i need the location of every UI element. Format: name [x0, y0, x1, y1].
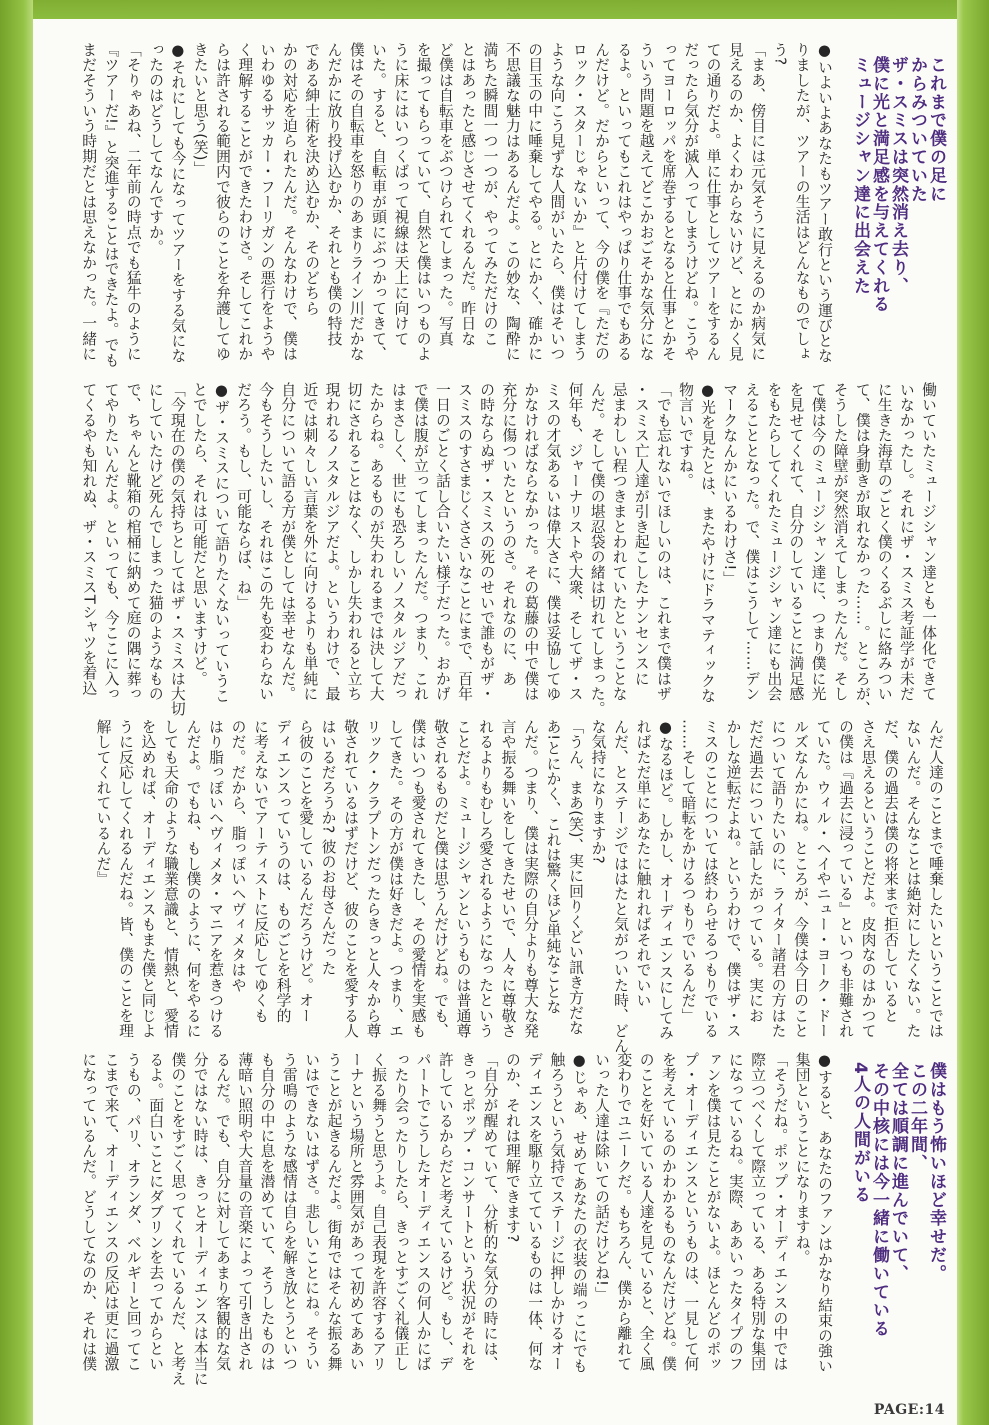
text-column: 「自分が醒めていて、分析的な気分の時には、: [481, 1052, 499, 1372]
text-column: はり脂っぽいヘヴィメタ・マニアを惹きつける: [207, 719, 224, 1039]
text-column: ミスのことについては終わらせるつもりでいる: [702, 719, 719, 1039]
text-column: ってヨーロッパを席巻するとなると仕事とかそ: [659, 42, 677, 362]
text-column: だろう。もし、可能ならば、ね」: [235, 382, 253, 610]
text-column: 薄暗い照明や大音量の音楽によって引き出され: [236, 1052, 254, 1372]
text-column: んだよ。でもね、もし僕のように、何をやるに: [184, 719, 202, 1039]
text-column: 働いていたミュージシャン達とも一体化できて: [920, 382, 937, 702]
text-column: ルズなんかにね。ところが、今僕は今日のこと: [792, 719, 809, 1039]
text-column: 不思議な魅力はあるんだよ。この妙な、陶酔に: [503, 42, 521, 362]
text-column: しても天命のような職業意識と、情熱と、愛情: [162, 719, 179, 1039]
text-column: にしていたけど死んでしまった猫のようなもの: [146, 382, 164, 702]
text-column: をもたらしてくれたミュージシャン達にも出会: [765, 382, 783, 702]
text-column: 「まあ、傍目には元気そうに見えるのか病気に: [749, 42, 767, 362]
text-column: ディエンスを駆り立てているものは一体、何な: [526, 1052, 544, 1372]
text-column: く振る舞うと思うよ。自己表現を許容するアリ: [370, 1052, 388, 1372]
text-column: ーナという場所と雰囲気があって初めてああい: [347, 1052, 365, 1372]
article-text-tier4: [77, 1052, 835, 1388]
text-column: も自分の中に息を潜めていて、そうしたものは: [258, 1052, 276, 1372]
text-column: な気持になりますか?: [589, 719, 607, 865]
text-column: きっとポップ・コンサートという状況がそれを: [459, 1052, 477, 1372]
headline-tier4: [850, 1062, 945, 1352]
text-column: 僕はその自転車を怒りのあまりライン川だかな: [347, 42, 365, 362]
headline-line: その中核には今一緒に働いている: [869, 1062, 889, 1338]
text-column: を考えているのかわかるものなんだけどね。僕: [659, 1052, 677, 1372]
text-column: 今もそうしたいし、それはこの先も変わらない: [257, 382, 275, 702]
text-column: のことを好いている人達を見ていると、全く風: [637, 1052, 655, 1372]
headline-line: ミュージシャン達に出会えた: [850, 56, 870, 296]
text-column: 「今現在の僕の気持ちとしてはザ・スミスは大切: [168, 382, 186, 717]
text-column: ●いよいよあなたもツアー敢行という運びとな: [816, 42, 833, 364]
page-number: PAGE:14: [873, 1402, 945, 1418]
text-column: いった人達は除いての話だけどね!」: [593, 1052, 611, 1302]
text-column: 際立つべくして際立っている、ある特別な集団: [749, 1052, 767, 1372]
text-column: の僕は『過去に浸っている』といつも非難され: [837, 719, 854, 1039]
text-column: になっているんだ。どうしてなのか、それは僕: [80, 1052, 98, 1372]
text-column: で、ちゃんと靴箱の棺桶に納めて庭の隅に葬っ: [124, 382, 142, 702]
headline-line: からみついていた: [907, 56, 927, 204]
text-column: のだ。だから、脂っぽいヘヴィメタはや: [229, 719, 247, 993]
text-column: を見せてくれて、自分のしていることに満足感: [787, 382, 805, 702]
headline-line: 全ては順調に進んでいて、: [888, 1062, 908, 1283]
text-column: について語りたいのに、ライター諸君の方はた: [769, 719, 787, 1039]
text-column: 何年も、ジャーナリストや大衆、そしてザ・ス: [566, 382, 584, 702]
text-column: ディエンスっていうのは、ものごとを科学的: [274, 719, 292, 1023]
green-frame-top: [0, 0, 989, 19]
text-column: はまさしく、世にも恐ろしいノスタルジアだっ: [389, 382, 407, 702]
text-column: だ、僕の過去は僕の将来まで拒否していると: [882, 719, 899, 1023]
text-column: えることとなった。で、僕はこうして……デン: [743, 382, 761, 702]
text-column: 充分に傷ついたというのさ。それなのに、あ: [500, 382, 518, 686]
text-column: 満ちた瞬間一つ一つが、やってみただけのこ: [481, 42, 499, 346]
article-text-tier2: [77, 382, 939, 718]
text-column: れるよりもむしろ愛されるようになったという: [477, 719, 494, 1039]
text-column: いなかったし。それにザ・スミス考証学が未だ: [897, 382, 915, 702]
text-column: で僕は腹が立ってしまったんだ。つまり、これ: [411, 382, 429, 702]
text-column: ・スミス亡人達が引き起こしたナンセンスに: [632, 382, 650, 686]
text-column: らは許される範囲内で彼らのことを弁護してゆ: [213, 42, 231, 362]
text-column: う雷鳴のような感情は自らを解き放とうといつ: [280, 1052, 298, 1372]
text-column: ど僕は自転車をぶつけられてしまった。写真: [436, 42, 454, 346]
text-column: かの対応を迫られたんだ。そんなわけで、僕は: [280, 42, 298, 362]
text-column: 『ツアーだ!』と突進することはできたよ。でも: [102, 42, 120, 368]
text-column: とでしたら、それは可能だと思いますけど。: [190, 382, 208, 686]
text-column: はいるだろうか? 彼のお母さんだった: [319, 719, 337, 976]
text-column: 一日のごとく話し合いたい様子だった。おかげ: [433, 382, 451, 702]
text-column: 物言いですね。: [676, 382, 694, 489]
text-column: ったり会ったりしたら、きっとすごく礼儀正し: [392, 1052, 410, 1372]
text-column: こまで来て、オーディエンスの反応は更に過激: [102, 1052, 120, 1372]
text-column: だったら気分が滅入ってしまうけどね。こうや: [682, 42, 700, 362]
text-column: を撮ってもらっていて、自然と僕はいつものよ: [414, 42, 432, 362]
text-column: ていた。ウィル・ヘイやニュー・ヨーク・ドー: [814, 719, 832, 1039]
text-column: に生きた海草のごとく僕のくるぶしに絡みつい: [875, 382, 893, 702]
text-column: んだけど。だからといって、今の僕を『ただの: [593, 42, 611, 362]
text-column: てくるやも知れぬ、ザ・スミスTシャツを着込: [80, 382, 98, 696]
text-column: マークなんかにいるわけさ!」: [721, 382, 739, 586]
text-column: かなければならなかった。その葛藤の中で僕は: [522, 382, 540, 702]
text-column: 僕のことをすごく思ってくれているんだ、と考え: [169, 1052, 187, 1387]
text-column: て僕は今のミュージシャン達に、つまり僕に光: [809, 382, 827, 702]
text-column: 言や振る舞いをしてきたせいで、人々に尊敬さ: [499, 719, 517, 1039]
text-column: 「でも忘れないでほしいのは、これまで僕はザ: [654, 382, 672, 702]
headline-line: 4人の人間がいる: [850, 1062, 870, 1205]
text-column: きたいと思う(笑)」: [191, 42, 209, 176]
text-column: 近では刺々しい言葉を外に向けるよりも単純に: [301, 382, 319, 702]
text-column: である紳士術を決め込むか、そのどちら: [303, 42, 321, 316]
text-column: て、僕は身動きが取れなかった……。ところが、: [853, 382, 871, 717]
text-column: ●光を見たとは、またやけにドラマティックな: [699, 382, 717, 704]
text-column: 自分について語る方が僕としては幸せなんだ。: [279, 382, 297, 702]
text-column: 見えるのか、よくわからないけど、とにかく見: [726, 42, 744, 362]
headline-line: 僕に光と満足感を与えてくれる: [869, 56, 889, 314]
text-column: いた。すると、自転車が頭にぶつかってきて、: [370, 42, 388, 362]
text-column: 集団ということになりますね。: [793, 1052, 811, 1265]
text-column: うに反応してくれるんだね。皆、僕のことを理: [117, 719, 134, 1039]
text-column: んだ。つまり、僕は実際の自分よりも尊大な発: [522, 719, 539, 1039]
text-column: 触ろうという気持でステージに押しかけるオー: [548, 1052, 566, 1372]
text-column: りましたが、ツアーの生活はどんなものでしょ: [793, 42, 811, 362]
text-column: ァンを僕は見たことがないよ。ほとんどのポッ: [704, 1052, 722, 1372]
text-column: 変わりでユニークだ。もちろん、僕から離れて: [615, 1052, 633, 1372]
text-column: 「そりゃあね、二年前の時点でも猛牛のように: [124, 42, 142, 362]
article-text-tier1: [77, 42, 835, 378]
text-column: の時ならぬザ・スミスの死のせいで誰もがザ・: [478, 382, 496, 702]
text-column: たからね。あるものが失われるまでは決して大: [367, 382, 385, 702]
headline-tier1: [850, 56, 945, 346]
text-column: るよ。といってもこれはやっぱり仕事でもある: [615, 42, 633, 362]
text-column: 僕はいつも愛されてきたし、その愛情を実感も: [409, 719, 427, 1039]
text-column: 分ではない時は、きっとオーディエンスは本当に: [191, 1052, 209, 1387]
text-column: うことが起きるんだよ。街角ではそんな振る舞: [325, 1052, 343, 1372]
text-column: スミスのすさまじくささいなことにまで、百年: [456, 382, 474, 702]
text-column: 現われるノスタルジアだよ。というわけで、最: [323, 382, 341, 702]
text-column: ったのはどうしてなんですか。: [147, 42, 165, 255]
text-column: を込めれば、オーディエンスもまた僕と同じよ: [139, 719, 157, 1039]
text-column: んだ。そして僕の堪忍袋の緒は切れてしまった。: [588, 382, 606, 717]
text-column: してきた。その方が僕は好きだよ。つまり、エ: [387, 719, 404, 1039]
text-column: ういう問題を越えてどこかおごそかな気分にな: [637, 42, 655, 362]
text-column: ないんだ。そんなことは絶対にしたくない。た: [904, 719, 922, 1039]
text-column: だだ過去について話したがっている。実にお: [747, 719, 764, 1023]
headline-line: これまで僕の足に: [926, 56, 946, 204]
text-column: そうした障壁が突然消えてしまったんだ。そし: [831, 382, 849, 702]
text-column: パートでこうしたオーディエンスの何人かにば: [414, 1052, 432, 1372]
headline-line: 僕はもう怖いほど幸せだ。: [926, 1062, 946, 1283]
text-column: るよ。面白いことにダブリンを去ってからとい: [147, 1052, 165, 1372]
text-column: の目玉の中に唾棄してやる。とにかく、確かに: [526, 42, 544, 362]
text-column: 敬されるものだと僕は思うんだけどね。でも、: [432, 719, 449, 1039]
text-column: いはできないはずさ。悲しいことにね。そうい: [303, 1052, 321, 1372]
text-column: まだそういう時期だとは思えなかった。一緒に: [80, 42, 98, 362]
text-column: んだ人達のことまで唾棄したいということでは: [927, 719, 944, 1039]
text-column: ……そして暗転をかけるつもりでいるんだ」: [679, 719, 697, 1023]
text-column: 忌まわしい程つきまとわれていたということな: [610, 382, 628, 702]
headline-line: この二年間、: [907, 1062, 927, 1173]
text-column: とはあったと感じさせてくれるんだ。昨日な: [459, 42, 477, 346]
text-column: ことだよ。ミュージシャンというものは普通尊: [454, 719, 472, 1039]
headline-line: ザ・スミスは突然消え去り、: [888, 56, 908, 296]
text-column: うに床にはいつくばって視線は天上に向けて: [392, 42, 410, 346]
text-column: んだかに放り投げ込むか、それとも僕の特技: [325, 42, 343, 346]
text-column: 解してくれているんだ』: [94, 719, 112, 887]
text-column: ●ザ・スミスについて語りたくないっていうこ: [213, 382, 230, 704]
text-column: く理解することができたわけさ。そしてこれか: [236, 42, 254, 362]
green-frame-left: [0, 0, 33, 1425]
text-column: かしな逆転だよね。というわけで、僕はザ・ス: [724, 719, 742, 1039]
green-frame-right: [957, 0, 989, 1425]
text-column: んだ、とステージでははたと気がついた時、どん: [612, 719, 629, 1054]
text-column: う?: [771, 42, 789, 66]
text-column: ロック・スターじゃないか』と片付けてしまう: [570, 42, 588, 362]
text-column: るんだ。でも、自分に対してあまり客観的な気: [213, 1052, 231, 1372]
text-column: いわゆるサッカー・フーリガンの悪行をようや: [258, 42, 276, 362]
text-column: さえ思えるということだよ。皮肉なのはかつて: [859, 719, 877, 1039]
text-column: あ!とにかく、これは驚くほど単純なことな: [544, 719, 562, 1015]
text-column: ●なるほど。しかし、オーディエンスにしてみ: [657, 719, 674, 1041]
text-column: ような向こう見ずな人間がいたら、僕はそいつ: [548, 42, 566, 362]
text-column: ての通りだよ。単に仕事としてツアーをするん: [704, 42, 722, 362]
text-column: てやりたいんだよ。といっても、今ここに入っ: [102, 382, 120, 702]
text-column: ら彼のことを愛しているんだろうけど。オー: [297, 719, 314, 1023]
text-column: ●すると、あなたのファンはかなり結束の強い: [816, 1052, 833, 1374]
text-column: 許しているからだと考えているけど。もし、デ: [436, 1052, 454, 1372]
text-column: プ・オーディエンスというものは、一見して何: [682, 1052, 700, 1372]
text-column: 敬されているはずだけど、彼のことを愛する人: [342, 719, 359, 1039]
text-column: のか、それは理解できます?: [503, 1052, 521, 1243]
text-column: に考えないでアーティストに反応してゆくも: [252, 719, 269, 1023]
text-column: になっているね。実際、ああいったタイプのフ: [726, 1052, 744, 1372]
text-column: ればただ単にあなたに触れればそれでいい: [634, 719, 652, 1008]
text-column: ミスの才気あるいは偉大さに、僕は妥協してゆ: [544, 382, 562, 702]
text-column: 「そうだね。ポップ・オーディエンスの中では: [771, 1052, 789, 1372]
article-text-tier3: [91, 719, 946, 1055]
text-column: うもの、パリ、オランダ、ベルギーと回ってこ: [124, 1052, 142, 1372]
text-column: ●それにしても今になってツアーをする気にな: [169, 42, 187, 364]
text-column: リック・クラプトンだったらきっと人々から尊: [364, 719, 382, 1039]
text-column: 切にされることはなく、しかし失われると立ち: [345, 382, 363, 702]
text-column: 「うん、まあ(笑)、実に回りくどい訊き方だな: [567, 719, 584, 1036]
text-column: ●じゃあ、せめてあなたの衣装の端っこにでも: [570, 1052, 588, 1374]
